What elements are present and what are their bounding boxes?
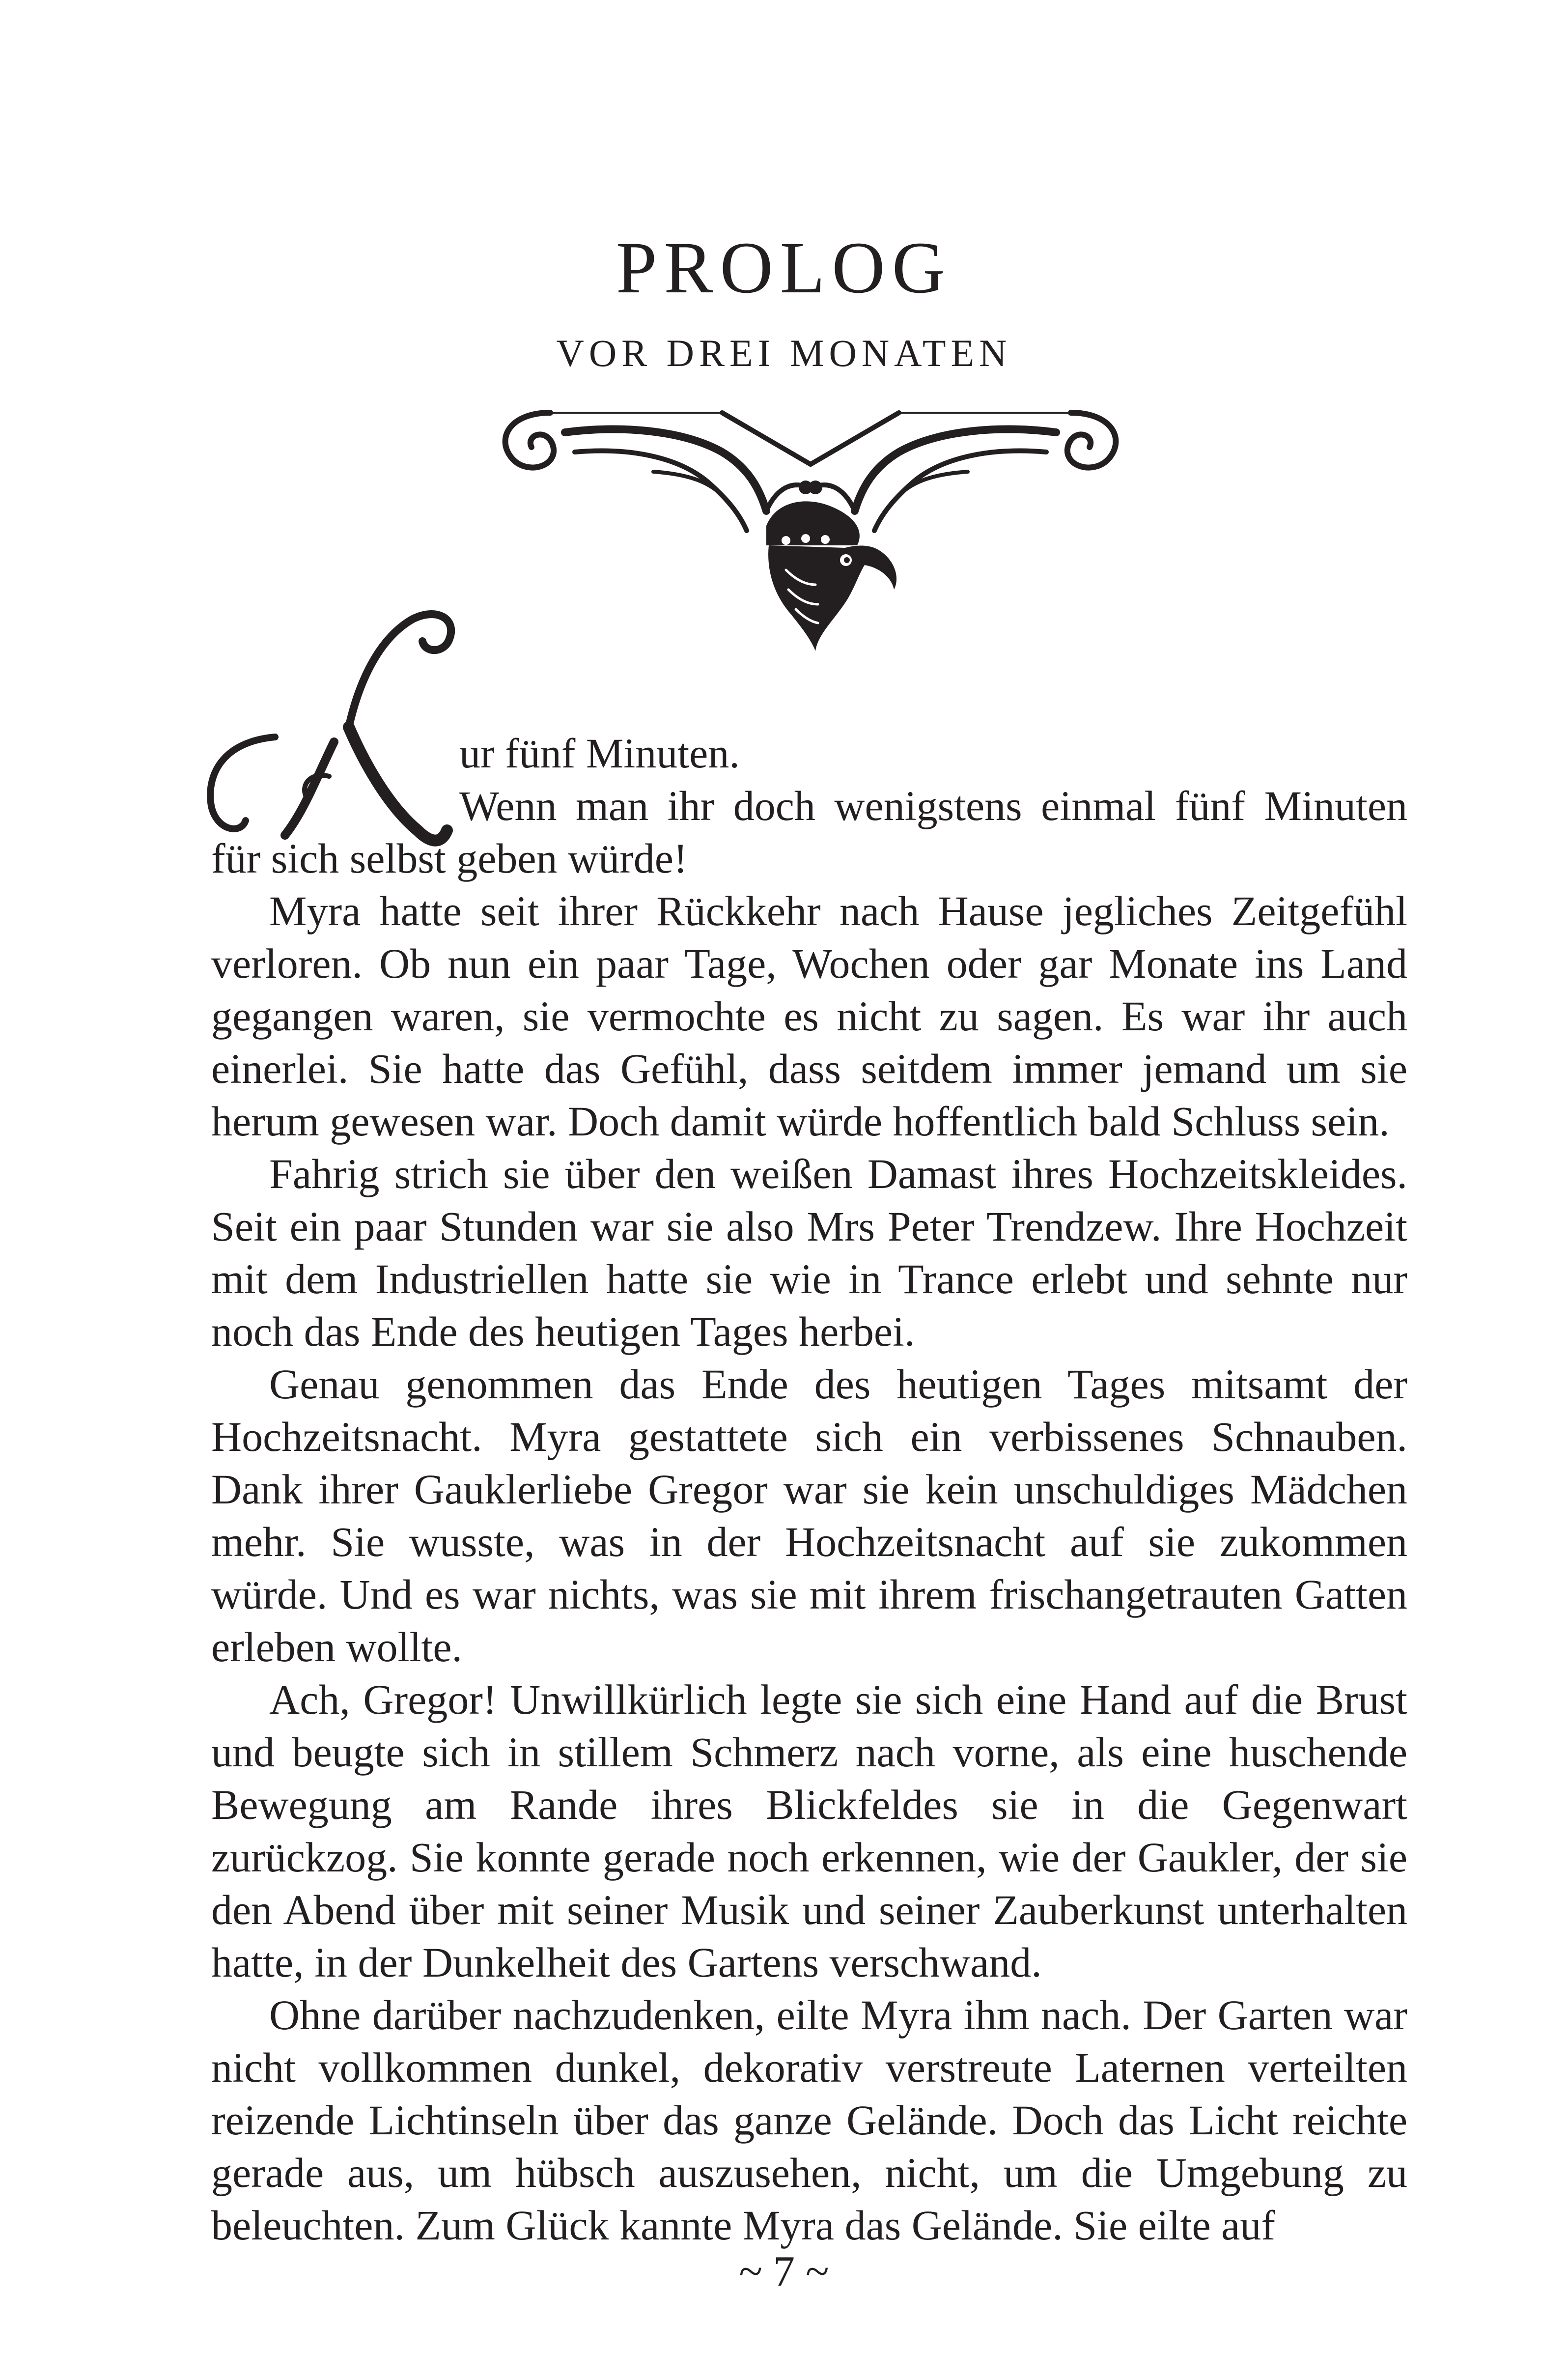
paragraph: Fahrig strich sie über den weißen Damast ihres Hochzeitskleides. Seit ein paar Stunden war sie also Mrs Peter Trendzew. Ihre Hochzeit mit dem Industriellen hatte sie wie in Trance erlebt und sehnte nur noch das Ende des heutigen Tages herbei. <box>211 1150 1407 1355</box>
eagle-jester-emblem-icon <box>491 383 1130 658</box>
paragraph: Wenn man ihr doch wenigstens einmal fünf Minuten für sich selbst geben würde! <box>211 782 1407 882</box>
paragraph: Ohne darüber nachzudenken, eilte Myra ihm nach. Der Garten war nicht vollkommen dunkel, dekorativ verstreute Laternen verteilten reizende Lichtinseln über das ganze Gelände. Doch das Licht reichte gerade aus, um hübsch auszusehen, nicht, um die Umgebung zu beleuchten. Zum Glück kannte Myra das Gelände. Sie eilte auf <box>211 1991 1407 2249</box>
paragraph: ur fünf Minuten. <box>459 730 740 777</box>
body-text <box>211 727 1407 2252</box>
paragraph: Genau genommen das Ende des heutigen Tages mitsamt der Hochzeitsnacht. Myra gestattete sich ein verbissenes Schnauben. Dank ihrer Gauklerliebe Gregor war sie kein unschuldiges Mädchen mehr. Sie wusste, was in der Hochzeitsnacht auf sie zukommen würde. Und es war nichts, was sie mit ihrem frischangetrauten Gatten erleben wollte. <box>211 1360 1407 1671</box>
chapter-subtitle: VOR DREI MONATEN <box>556 332 1012 374</box>
paragraph: Ach, Gregor! Unwillkürlich legte sie sich eine Hand auf die Brust und beugte sich in stillem Schmerz nach vorne, als eine huschende Bewegung am Rande ihres Blickfeldes sie in die Gegenwart zurückzog. Sie konnte gerade noch erkennen, wie der Gaukler, der sie den Abend über mit seiner Musik und seiner Zauberkunst unterhalten hatte, in der Dunkelheit des Gartens verschwand. <box>211 1676 1407 1986</box>
chapter-title: PROLOG <box>616 227 952 309</box>
paragraph: Myra hatte seit ihrer Rückkehr nach Hause jegliches Zeitgefühl verloren. Ob nun ein paar Tage, Wochen oder gar Monate ins Land gegangen waren, sie vermochte es nicht zu sagen. Es war ihr auch einerlei. Sie hatte das Gefühl, dass seitdem immer jemand um sie herum gewesen war. Doch damit würde hoffentlich bald Schluss sein. <box>211 887 1407 1145</box>
page-number: ~ 7 ~ <box>739 2248 829 2295</box>
